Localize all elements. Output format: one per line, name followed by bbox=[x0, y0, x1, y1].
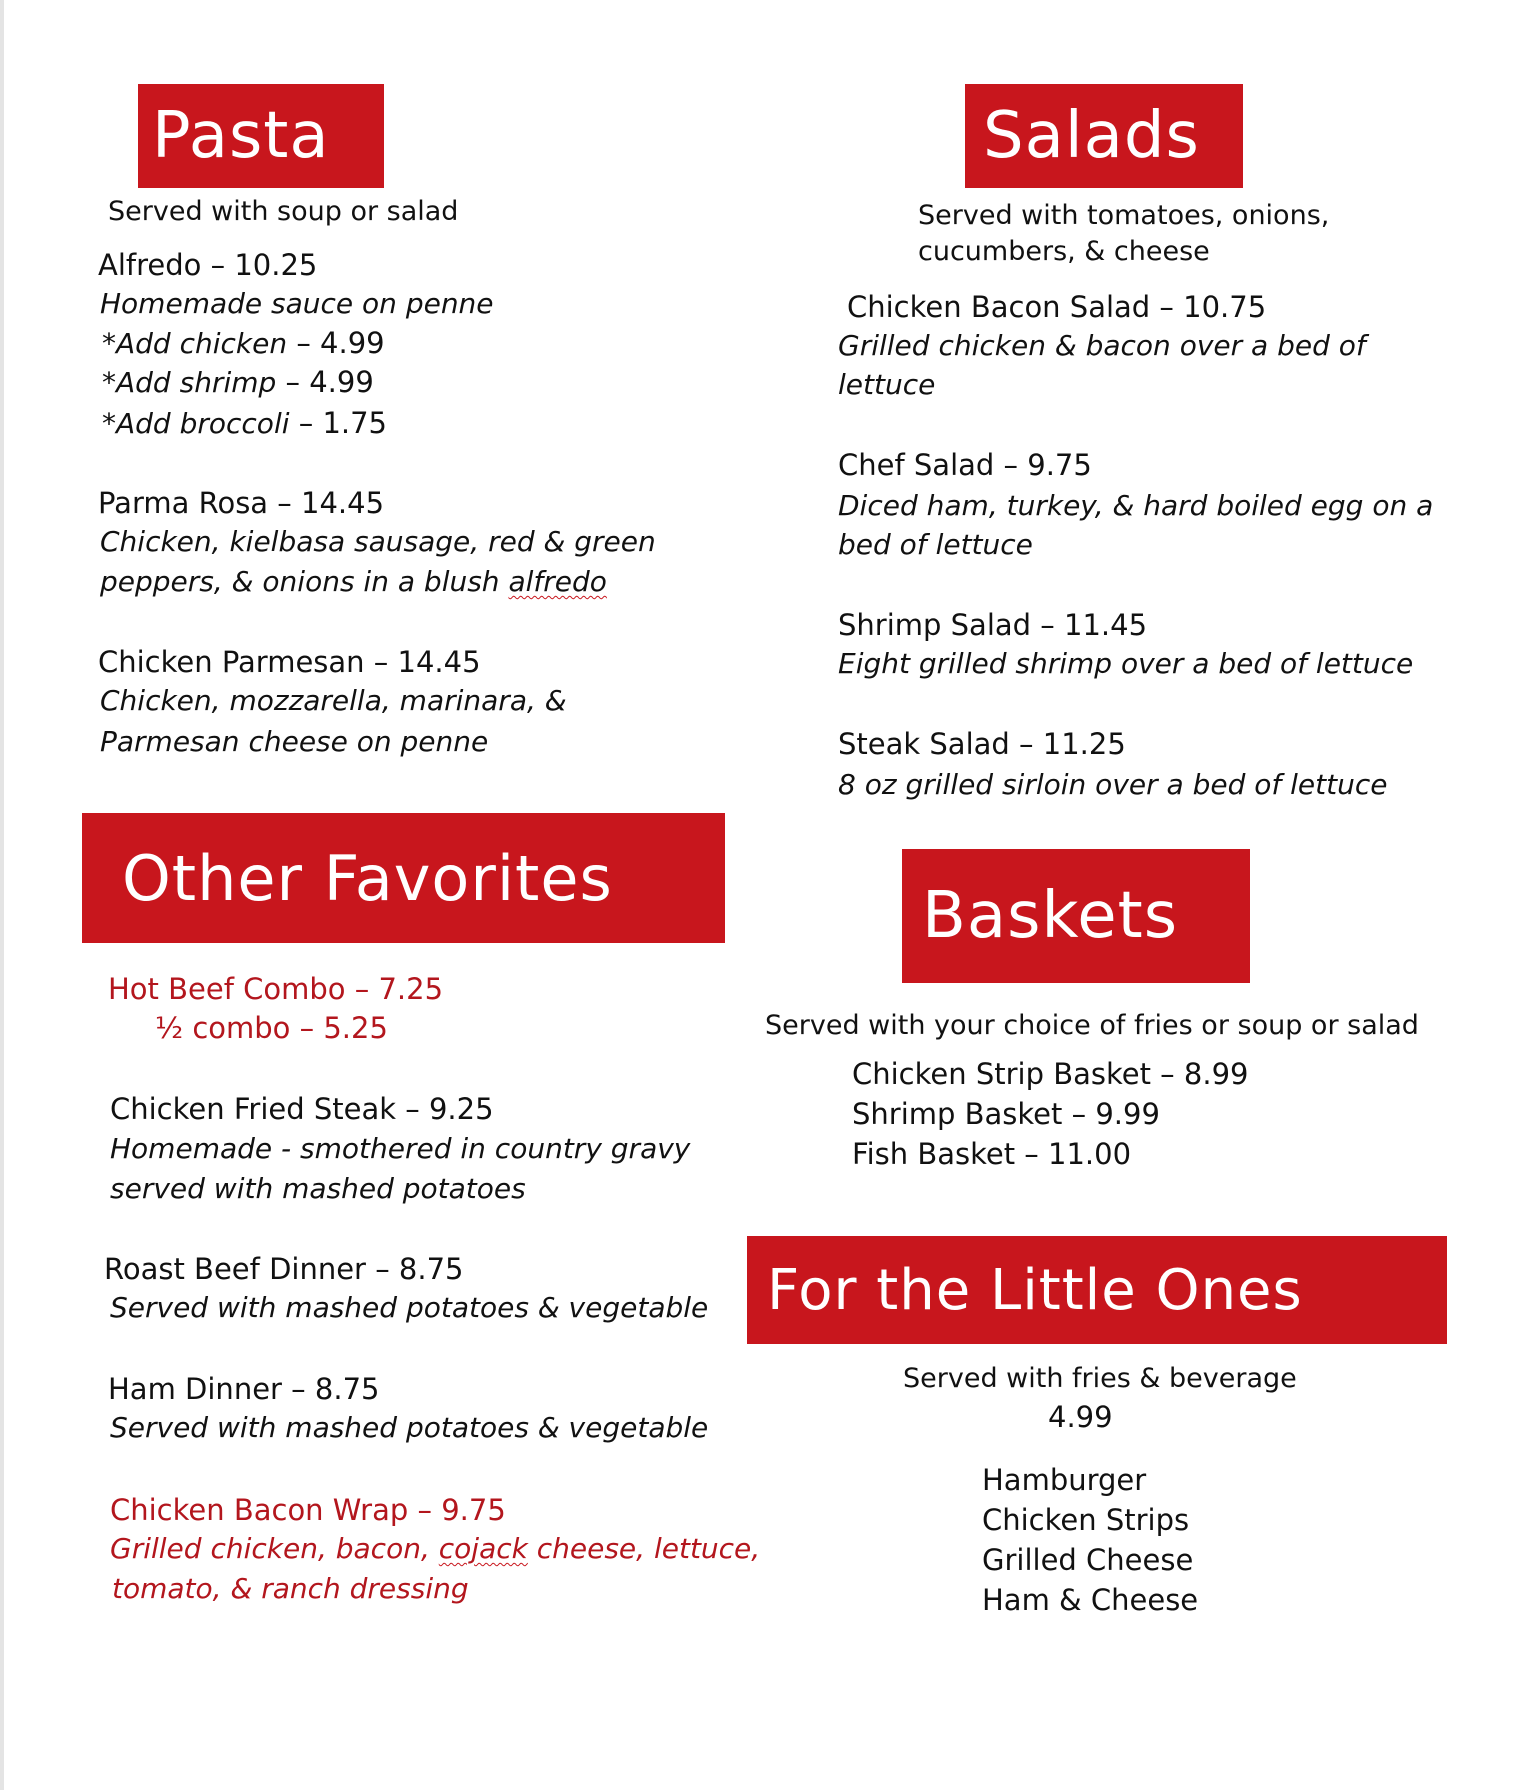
price-separator: – bbox=[289, 406, 323, 440]
item-price: 10.25 bbox=[234, 248, 318, 282]
price-separator: – bbox=[345, 972, 379, 1006]
menu-item-half-combo bbox=[155, 1011, 388, 1045]
item-name: Chicken Fried Steak bbox=[110, 1092, 397, 1126]
item-description: Served with mashed potatoes & vegetable bbox=[110, 1291, 709, 1324]
price-separator: – bbox=[1031, 608, 1064, 642]
item-price: 14.45 bbox=[397, 645, 481, 679]
salads-subtitle: Served with tomatoes, onions, bbox=[918, 200, 1330, 231]
item-description: Homemade - smothered in country gravy bbox=[110, 1132, 691, 1165]
pasta-header bbox=[138, 84, 384, 188]
item-name: Chicken Bacon Wrap bbox=[110, 1493, 409, 1527]
addon-name: *Add broccoli bbox=[102, 407, 290, 440]
baskets-subtitle: Served with your choice of fries or soup or salad bbox=[765, 1010, 1419, 1041]
price-separator: – bbox=[290, 1011, 324, 1045]
item-name: Chicken Bacon Salad bbox=[847, 290, 1151, 324]
item-price: 8.75 bbox=[314, 1372, 380, 1406]
menu-item-alfredo bbox=[98, 248, 317, 282]
item-description: 8 oz grilled sirloin over a bed of lettuce bbox=[838, 768, 1388, 801]
price-separator: – bbox=[1009, 727, 1043, 761]
menu-item-ham-dinner bbox=[108, 1372, 379, 1406]
item-price: 8.99 bbox=[1183, 1057, 1249, 1091]
description-text: cheese, lettuce, bbox=[527, 1532, 761, 1565]
item-price: 9.75 bbox=[441, 1493, 506, 1527]
salads-title: Salads bbox=[983, 99, 1200, 173]
price-separator: – bbox=[1150, 1057, 1184, 1091]
item-name: Ham Dinner bbox=[108, 1372, 282, 1406]
kids-item-hamburger: Hamburger bbox=[982, 1463, 1147, 1497]
addon-price: 4.99 bbox=[309, 365, 374, 399]
price-separator: – bbox=[1150, 290, 1184, 324]
item-price: 11.25 bbox=[1042, 727, 1126, 761]
item-description bbox=[110, 1532, 760, 1565]
spellcheck-word: alfredo bbox=[508, 565, 607, 598]
pasta-subtitle: Served with soup or salad bbox=[108, 196, 459, 227]
menu-item-chicken-bacon-wrap bbox=[110, 1493, 506, 1527]
menu-item-chicken-parmesan bbox=[98, 645, 481, 679]
other-favorites-title: Other Favorites bbox=[122, 841, 613, 915]
menu-item-roast-beef-dinner bbox=[104, 1252, 464, 1286]
price-separator: – bbox=[365, 1252, 399, 1286]
price-separator: – bbox=[287, 326, 321, 360]
item-description: bed of lettuce bbox=[838, 528, 1033, 561]
item-description: Chicken, mozzarella, marinara, & bbox=[100, 684, 567, 717]
menu-item-steak-salad bbox=[838, 727, 1126, 761]
menu-item-shrimp-salad bbox=[838, 608, 1147, 642]
item-name: Steak Salad bbox=[838, 727, 1010, 761]
item-price: 8.75 bbox=[398, 1252, 464, 1286]
page-edge bbox=[0, 0, 4, 1790]
little-ones-price: 4.99 bbox=[1048, 1400, 1113, 1434]
item-description: Served with mashed potatoes & vegetable bbox=[110, 1411, 709, 1444]
item-name: Shrimp Basket bbox=[852, 1097, 1063, 1131]
item-price: 9.75 bbox=[1027, 448, 1092, 482]
price-separator: – bbox=[994, 448, 1028, 482]
baskets-title: Baskets bbox=[922, 879, 1179, 953]
pasta-title: Pasta bbox=[152, 99, 330, 173]
item-description: Parmesan cheese on penne bbox=[100, 725, 489, 758]
item-price: 7.25 bbox=[378, 972, 444, 1006]
item-price: 9.25 bbox=[428, 1092, 494, 1126]
item-description bbox=[100, 565, 607, 598]
addon-broccoli bbox=[102, 406, 387, 440]
item-description: Diced ham, turkey, & hard boiled egg on a bbox=[838, 489, 1434, 522]
kids-item-grilled-cheese: Grilled Cheese bbox=[982, 1543, 1194, 1577]
menu-item-chicken-bacon-salad bbox=[847, 290, 1266, 324]
item-name: Chicken Strip Basket bbox=[852, 1057, 1151, 1091]
item-price: 5.25 bbox=[323, 1011, 388, 1045]
price-separator: – bbox=[396, 1092, 429, 1126]
menu-item-chef-salad bbox=[838, 448, 1092, 482]
little-ones-title: For the Little Ones bbox=[767, 1257, 1303, 1323]
addon-price: 1.75 bbox=[322, 406, 388, 440]
addon-shrimp bbox=[102, 365, 374, 399]
basket-item bbox=[852, 1057, 1248, 1091]
addon-name: *Add chicken bbox=[102, 327, 288, 360]
item-name: Alfredo bbox=[98, 248, 202, 282]
price-separator: – bbox=[281, 1372, 315, 1406]
description-text: Grilled chicken, bacon, bbox=[110, 1532, 439, 1565]
description-text: peppers, & onions in a blush bbox=[100, 565, 509, 598]
menu-item-parma-rosa bbox=[98, 486, 384, 520]
menu-item-hot-beef-combo bbox=[108, 972, 443, 1006]
item-name: ½ combo bbox=[155, 1011, 291, 1045]
item-name: Fish Basket bbox=[852, 1137, 1016, 1171]
little-ones-header bbox=[747, 1236, 1447, 1344]
price-separator: – bbox=[268, 486, 302, 520]
item-name: Chicken Parmesan bbox=[98, 645, 365, 679]
item-price: 9.99 bbox=[1095, 1097, 1160, 1131]
item-price: 11.00 bbox=[1048, 1137, 1132, 1171]
item-name: Chef Salad bbox=[838, 448, 995, 482]
basket-item bbox=[852, 1137, 1131, 1171]
price-separator: – bbox=[364, 645, 398, 679]
salads-subtitle: cucumbers, & cheese bbox=[918, 236, 1210, 267]
spellcheck-word: cojack bbox=[438, 1532, 528, 1565]
little-ones-subtitle: Served with fries & beverage bbox=[903, 1363, 1297, 1394]
item-price: 10.75 bbox=[1183, 290, 1267, 324]
price-separator: – bbox=[1062, 1097, 1096, 1131]
item-name: Roast Beef Dinner bbox=[104, 1252, 366, 1286]
kids-item-ham-cheese: Ham & Cheese bbox=[982, 1583, 1199, 1617]
price-separator: – bbox=[408, 1493, 442, 1527]
baskets-header bbox=[902, 849, 1250, 983]
addon-price: 4.99 bbox=[320, 326, 385, 360]
item-description: lettuce bbox=[838, 368, 936, 401]
menu-item-chicken-fried-steak bbox=[110, 1092, 494, 1126]
other-favorites-header bbox=[82, 813, 725, 943]
basket-item bbox=[852, 1097, 1160, 1131]
addon-chicken bbox=[102, 326, 385, 360]
price-separator: – bbox=[201, 248, 235, 282]
price-separator: – bbox=[1015, 1137, 1049, 1171]
addon-name: *Add shrimp bbox=[102, 366, 277, 399]
item-description: Homemade sauce on penne bbox=[100, 287, 494, 320]
item-description: Eight grilled shrimp over a bed of lettuce bbox=[838, 647, 1414, 680]
item-name: Parma Rosa bbox=[98, 486, 269, 520]
item-price: 14.45 bbox=[301, 486, 385, 520]
item-name: Hot Beef Combo bbox=[108, 972, 346, 1006]
salads-header bbox=[965, 84, 1243, 188]
item-description: served with mashed potatoes bbox=[110, 1172, 526, 1205]
item-description: Chicken, kielbasa sausage, red & green bbox=[100, 525, 656, 558]
item-name: Shrimp Salad bbox=[838, 608, 1032, 642]
item-description: Grilled chicken & bacon over a bed of bbox=[838, 329, 1366, 362]
item-price: 11.45 bbox=[1064, 608, 1148, 642]
item-description: tomato, & ranch dressing bbox=[112, 1572, 469, 1605]
kids-item-chicken-strips: Chicken Strips bbox=[982, 1503, 1190, 1537]
price-separator: – bbox=[276, 365, 310, 399]
